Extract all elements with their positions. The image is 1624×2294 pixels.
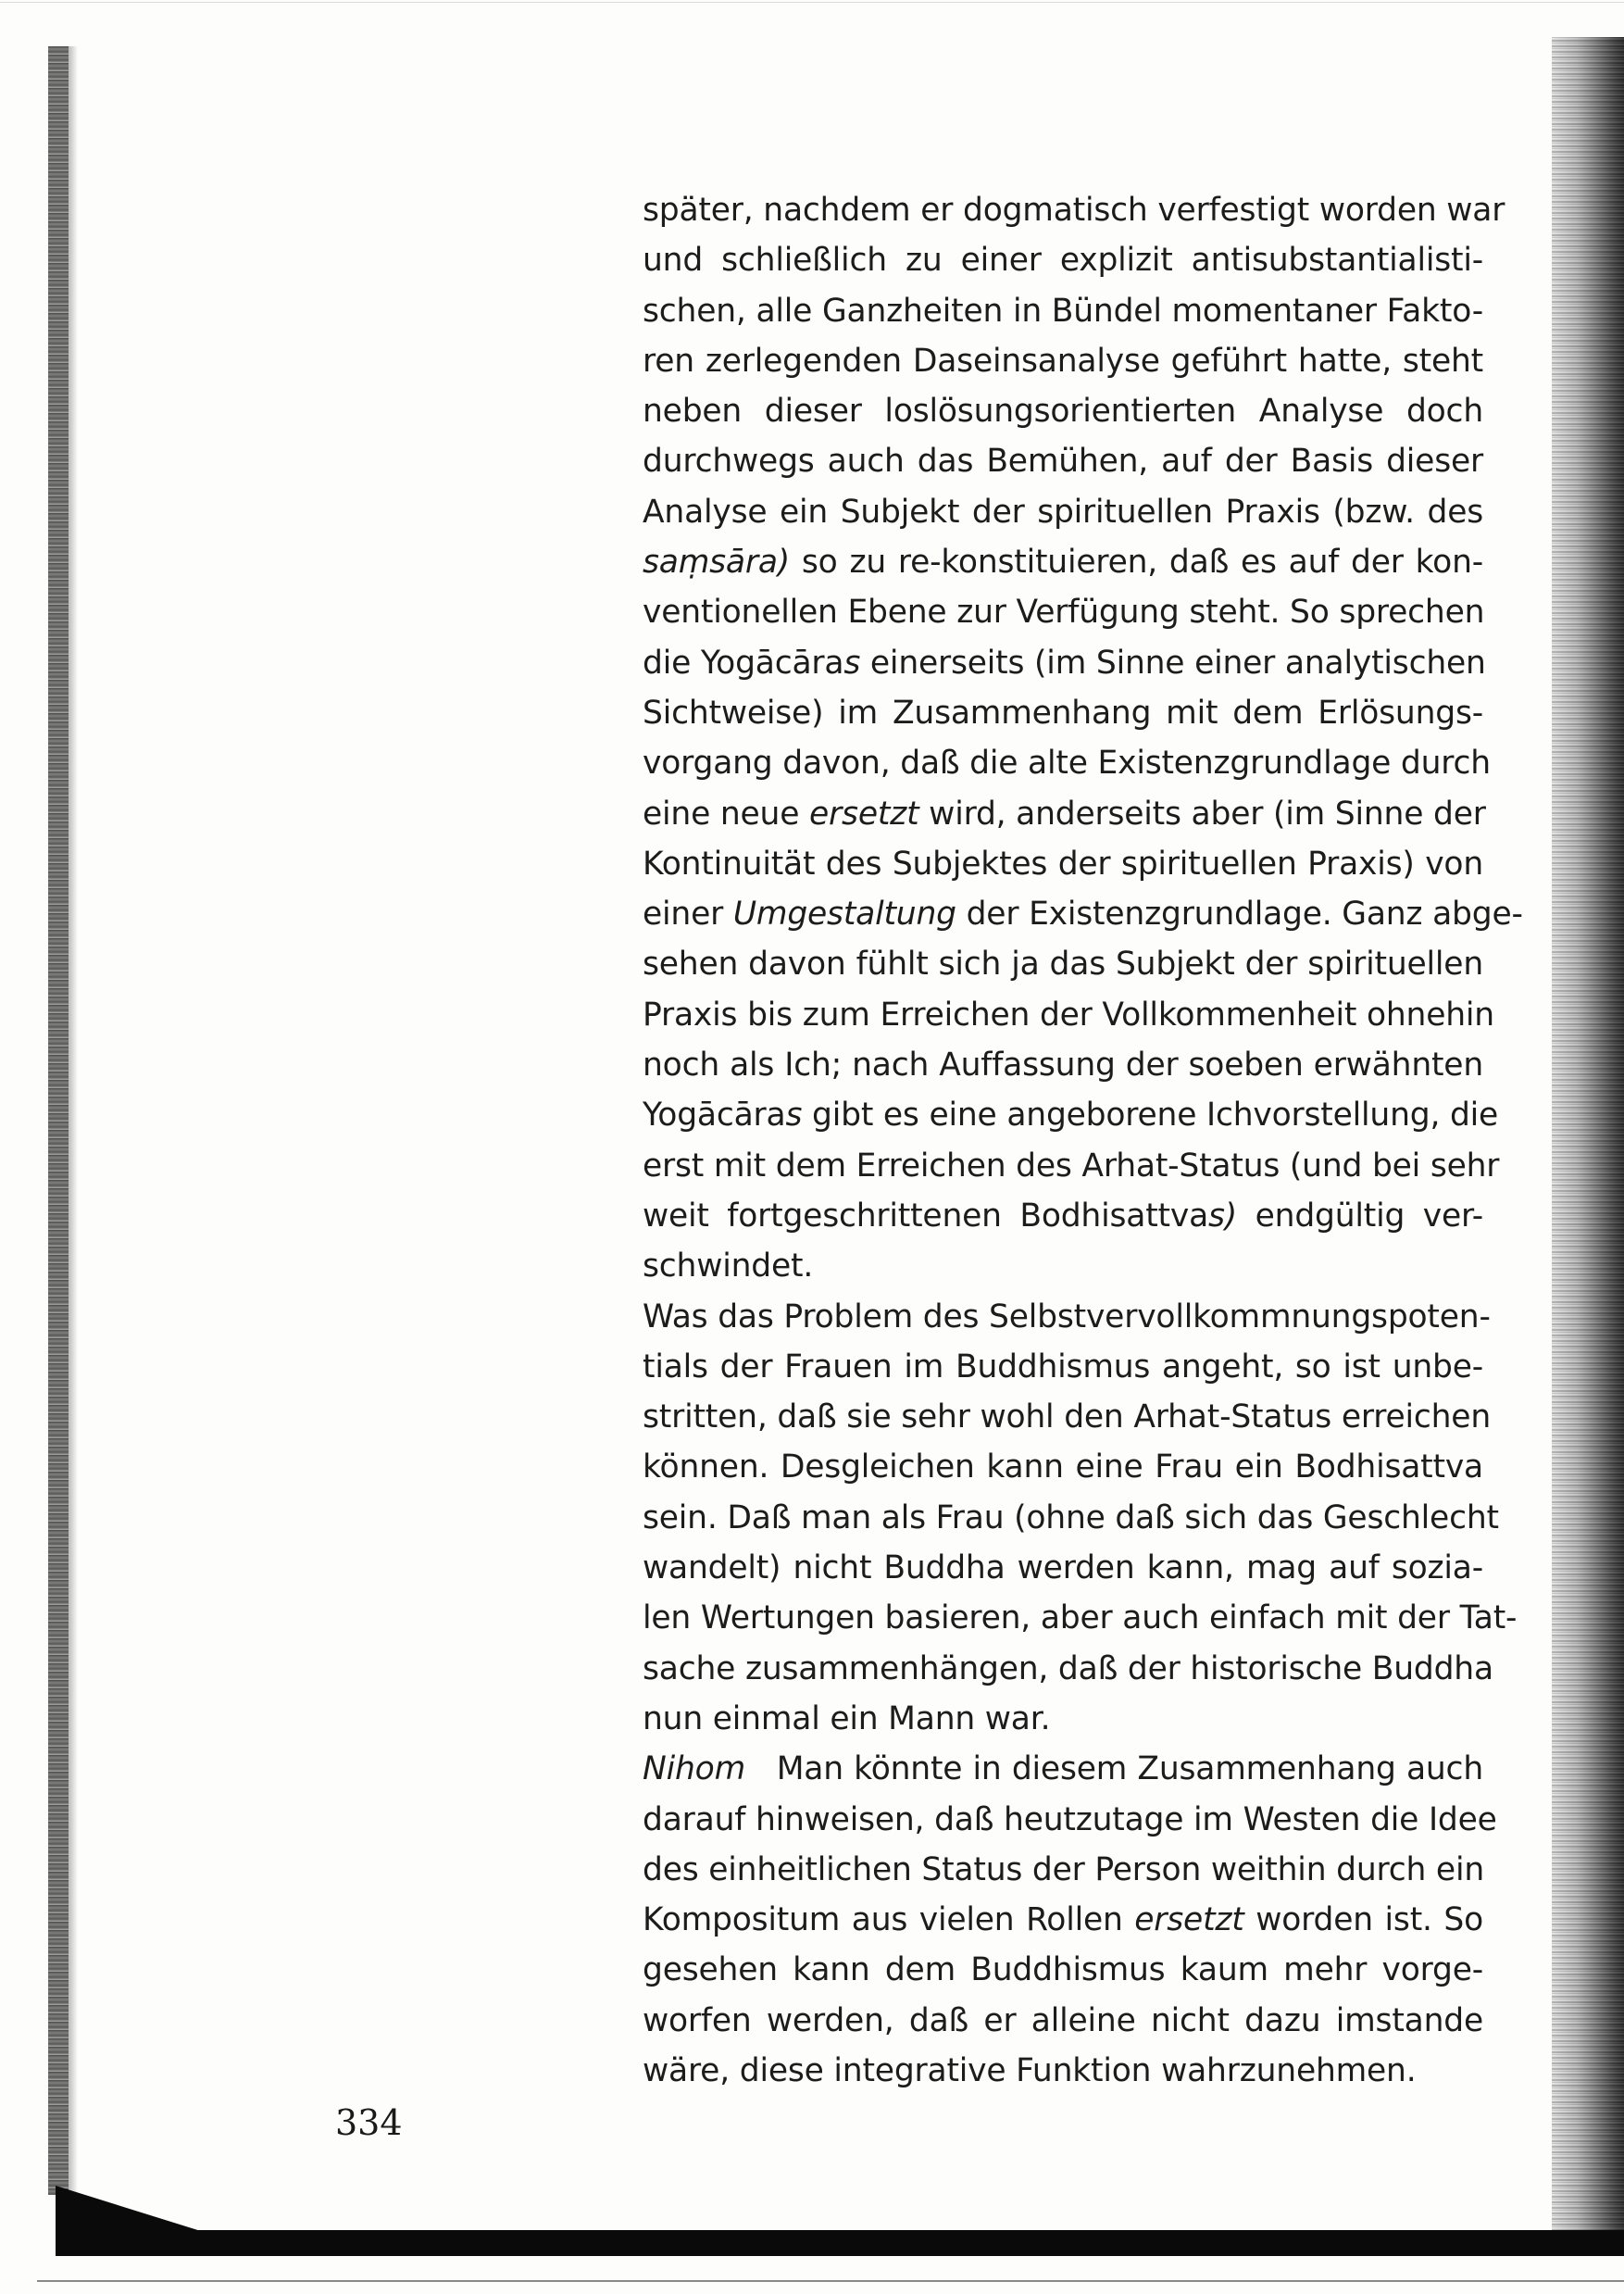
text-line: ventionellen Ebene zur Verfügung steht. So sprechen [643, 594, 1485, 632]
text-line: nun einmal ein Mann war. [643, 1699, 1051, 1737]
text-line: worfen werden, daß er alleine nicht dazu imstande [643, 2001, 1483, 2039]
scan-binding-shadow [48, 46, 69, 2195]
text-line-content: Man könnte in diesem Zusammenhang auch [776, 1750, 1483, 1788]
paragraph-2 [643, 1292, 1518, 1745]
text-line: Kontinuität des Subjektes der spirituellen Praxis) von [643, 845, 1483, 883]
text-line: erst mit dem Erreichen des Arhat-Status (und bei sehr [643, 1147, 1500, 1185]
text-line: saṃsāra) so zu re-konstituieren, daß es auf der kon- [643, 544, 1483, 582]
scan-bottom-band [56, 2230, 1624, 2256]
text-line: schen, alle Ganzheiten in Bündel momentaner Fakto- [643, 292, 1483, 330]
text-line: wandelt) nicht Buddha werden kann, mag auf sozia- [643, 1549, 1483, 1587]
text-line: darauf hinweisen, daß heutzutage im Westen die Idee [643, 1800, 1497, 1838]
body-text [643, 185, 1523, 2096]
scan-top-edge [0, 2, 1624, 3]
text-line: len Wertungen basieren, aber auch einfach mit der Tat- [643, 1599, 1518, 1637]
text-line: Analyse ein Subjekt der spirituellen Praxis (bzw. des [643, 493, 1483, 531]
scan-binding-gradient [69, 46, 78, 2195]
scan-bottom-line [37, 2280, 1624, 2282]
text-line: Kompositum aus vielen Rollen ersetzt worden ist. So [643, 1901, 1483, 1939]
text-line: sein. Daß man als Frau (ohne daß sich das Geschlecht [643, 1498, 1499, 1536]
text-line: und schließlich zu einer explizit antisubstantialisti- [643, 242, 1483, 280]
paragraph-1 [643, 185, 1523, 1292]
text-line: einer Umgestaltung der Existenzgrundlage. Ganz abge- [643, 896, 1523, 934]
text-line: weit fortgeschrittenen Bodhisattvas) endgültig ver- [643, 1197, 1484, 1235]
text-line: wäre, diese integrative Funktion wahrzunehmen. [643, 2051, 1417, 2089]
text-line: stritten, daß sie sehr wohl den Arhat-Status erreichen [643, 1398, 1491, 1436]
text-line: Was das Problem des Selbstvervollkommnungspoten- [643, 1297, 1491, 1335]
text-line: tials der Frauen im Buddhismus angeht, so ist unbe- [643, 1348, 1483, 1385]
text-line: gesehen kann dem Buddhismus kaum mehr vorge- [643, 1951, 1483, 1989]
page-number: 334 [335, 2102, 403, 2143]
text-line: können. Desgleichen kann eine Frau ein Bodhisattva [643, 1448, 1483, 1486]
scan-bottom-wedge [56, 2186, 204, 2232]
text-line: später, nachdem er dogmatisch verfestigt worden war [643, 192, 1505, 229]
paragraph-3 [643, 1744, 1497, 2096]
text-line: Yogācāras gibt es eine angeborene Ichvorstellung, die [643, 1097, 1499, 1134]
text-line: schwindet. [643, 1247, 814, 1285]
text-line: die Yogācāras einerseits (im Sinne einer analytischen [643, 644, 1486, 682]
text-line: ren zerlegenden Daseinsanalyse geführt hatte, steht [643, 342, 1483, 380]
text-line: Praxis bis zum Erreichen der Vollkommenheit ohnehin [643, 996, 1494, 1034]
speaker-name: Nihom [643, 1750, 745, 1788]
text-line: vorgang davon, daß die alte Existenzgrundlage durch [643, 745, 1491, 783]
text-line: eine neue ersetzt wird, anderseits aber (im Sinne der [643, 795, 1486, 833]
text-line: des einheitlichen Status der Person weithin durch ein [643, 1850, 1484, 1888]
text-line: sehen davon fühlt sich ja das Subjekt der spirituellen [643, 946, 1483, 984]
text-line-with-speaker [643, 1744, 1483, 1794]
text-line: noch als Ich; nach Auffassung der soeben erwähnten [643, 1047, 1483, 1084]
text-line: neben dieser loslösungsorientierten Analyse doch [643, 393, 1483, 431]
text-line: durchwegs auch das Bemühen, auf der Basis dieser [643, 443, 1483, 481]
text-line: sache zusammenhängen, daß der historische Buddha [643, 1649, 1493, 1687]
scan-page-edge-shadow [1552, 37, 1624, 2241]
text-line: Sichtweise) im Zusammenhang mit dem Erlösungs- [643, 694, 1483, 732]
